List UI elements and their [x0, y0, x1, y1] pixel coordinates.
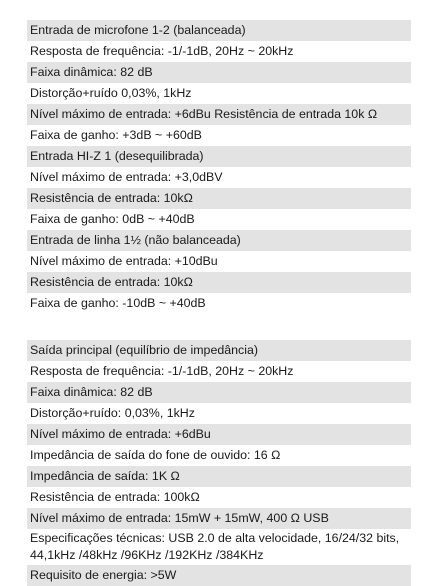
spec-row: Faixa dinâmica: 82 dB: [27, 62, 411, 83]
spec-row: Faixa de ganho: -10dB ~ +40dB: [30, 296, 206, 310]
spec-row: Nível máximo de entrada: +6dBu: [27, 424, 411, 445]
spec-row: Resposta de frequência: -1/-1dB, 20Hz ~ 20kHz: [30, 44, 294, 58]
spec-row: Faixa de ganho: +3dB ~ +60dB: [30, 128, 202, 142]
input-spec-section: [27, 20, 411, 314]
spec-row: Entrada HI-Z 1 (desequilibrada): [27, 146, 411, 167]
spec-row: Faixa dinâmica: 82 dB: [27, 382, 411, 403]
spec-row: Resistência de entrada: 10kΩ: [27, 188, 411, 209]
spec-row: Faixa de ganho: 0dB ~ +40dB: [30, 212, 195, 226]
spec-row: Nível máximo de entrada: 15mW + 15mW, 400 Ω USB: [27, 508, 411, 529]
spec-row: Requisito de energia: >5W: [27, 565, 411, 586]
spec-row: Distorção+ruído: 0,03%, 1kHz: [30, 406, 195, 420]
spec-section-heading: Saída principal (equilíbrio de impedância): [27, 340, 411, 361]
spec-row: Resposta de frequência: -1/-1dB, 20Hz ~ 20kHz: [30, 364, 294, 378]
spec-row: Impedância de saída do fone de ouvido: 16 Ω: [30, 448, 281, 462]
spec-row: Nível máximo de entrada: +10dBu: [30, 254, 218, 268]
spec-section-heading: Entrada de microfone 1-2 (balanceada): [27, 20, 411, 41]
output-spec-section: [27, 340, 411, 586]
spec-row: Especificações técnicas: USB 2.0 de alta velocidade, 16/24/32 bits, 44,1kHz /48kHz /96KHz /192KHz /384KHz: [30, 531, 400, 562]
spec-row: Nível máximo de entrada: +6dBu Resistência de entrada 10k Ω: [27, 104, 411, 125]
spec-row: Entrada de linha 1½ (não balanceada): [27, 230, 411, 251]
section-gap: [27, 314, 411, 340]
spec-table: [27, 20, 411, 586]
spec-row: Distorção+ruído 0,03%, 1kHz: [30, 86, 192, 100]
spec-row: Resistência de entrada: 100kΩ: [30, 490, 200, 504]
spec-row: Impedância de saída: 1K Ω: [27, 466, 411, 487]
spec-row: Resistência de entrada: 10kΩ: [27, 272, 411, 293]
spec-row: Nível máximo de entrada: +3,0dBV: [30, 170, 223, 184]
